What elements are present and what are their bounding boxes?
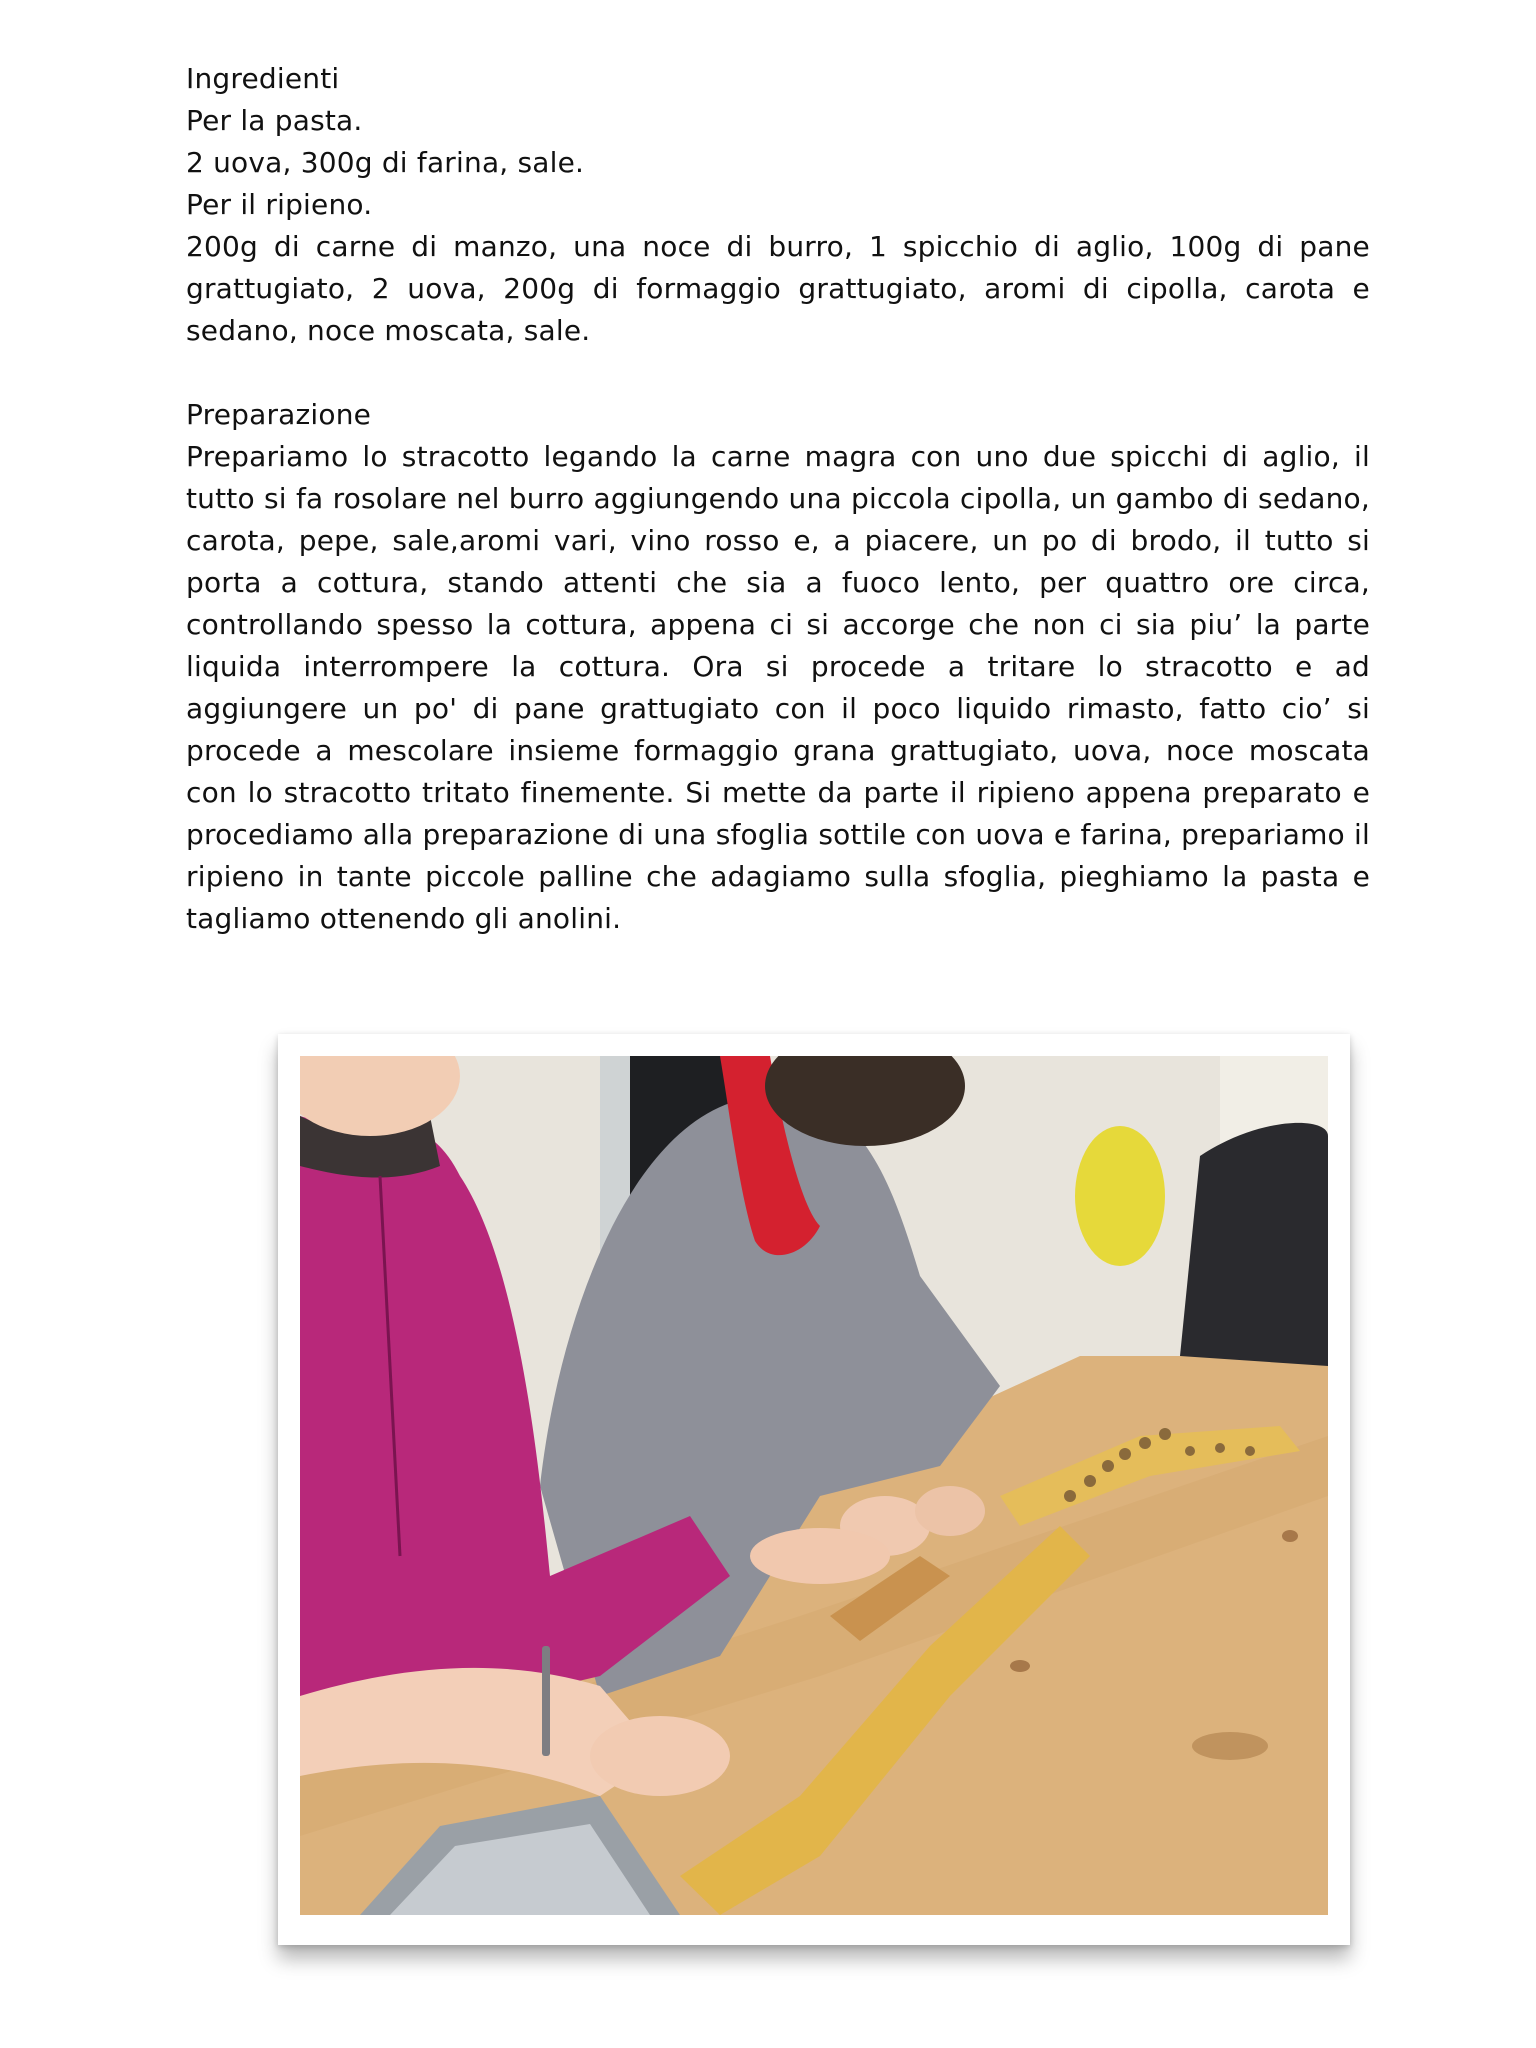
photo-illustration xyxy=(300,1056,1328,1915)
recipe-text xyxy=(186,58,1370,940)
filling-ingredients: 200g di carne di manzo, una noce di burro, 1 spicchio di aglio, 100g di pane grattugiato, 2 uova, 200g di formaggio grattugiato, aromi di cipolla, carota e sedano, noce moscata, sale. xyxy=(186,230,1370,347)
preparation-heading: Preparazione xyxy=(186,398,372,431)
pasta-heading: Per la pasta. xyxy=(186,104,363,137)
pasta-making-photo xyxy=(300,1056,1328,1915)
photo-frame xyxy=(278,1034,1350,1945)
pasta-ingredients: 2 uova, 300g di farina, sale. xyxy=(186,146,585,179)
paragraph-gap xyxy=(186,352,1370,394)
preparation-body: Prepariamo lo stracotto legando la carne magra con uno due spicchi di aglio, il tutto si fa rosolare nel burro aggiungendo una piccola cipolla, un gambo di sedano, carota, pepe, sale,aromi vari, vino rosso e, a piacere, un po di brodo, il tutto si porta a cottura, stando attenti che sia a fuoco lento, per quattro ore circa, controllando spesso la cottura, appena ci si accorge che non ci sia piu’ la parte liquida interrompere la cottura. Ora si procede a tritare lo stracotto e ad aggiungere un po' di pane grattugiato con il poco liquido rimasto, fatto cio’ si procede a mescolare insieme formaggio grana grattugiato, uova, noce moscata con lo stracotto tritato finemente. Si mette da parte il ripieno appena preparato e procediamo alla preparazione di una sfoglia sottile con uova e farina, prepariamo il ripieno in tante piccole palline che adagiamo sulla sfoglia, pieghiamo la pasta e tagliamo ottenendo gli anolini. xyxy=(186,440,1370,935)
ingredients-heading: Ingredienti xyxy=(186,62,340,95)
filling-heading: Per il ripieno. xyxy=(186,188,373,221)
